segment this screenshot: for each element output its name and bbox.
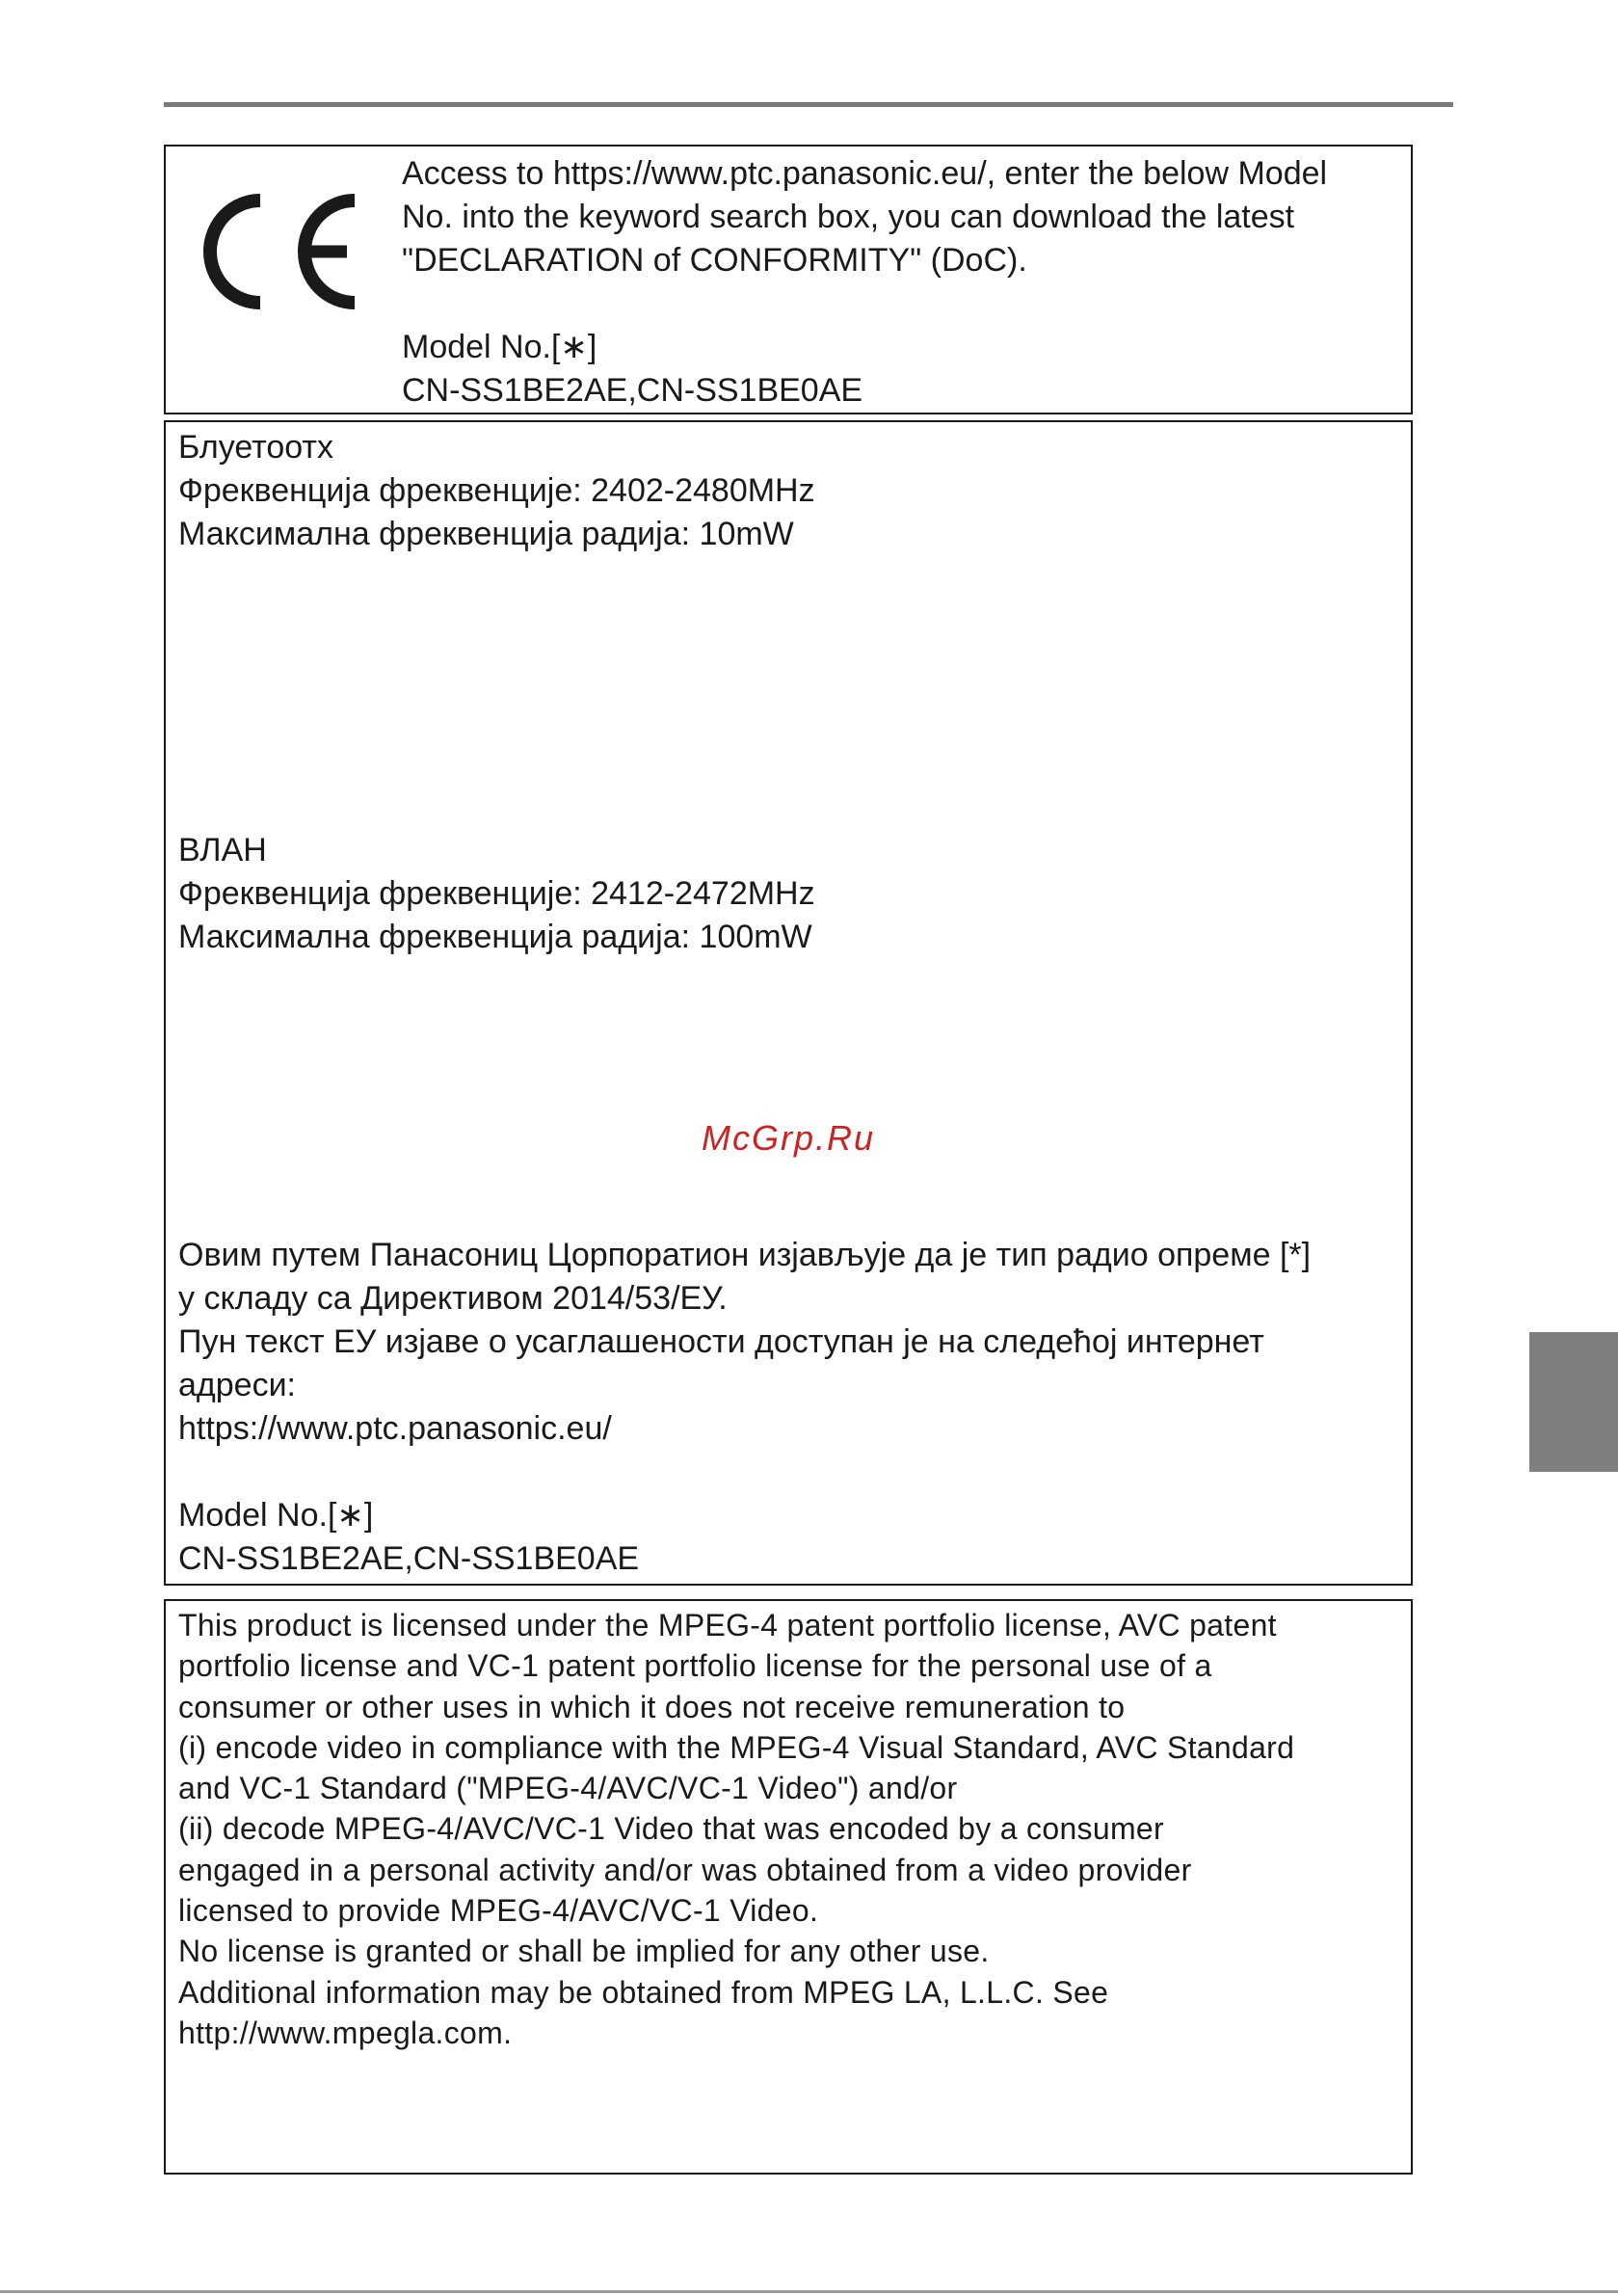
license-line: and VC-1 Standard ("MPEG-4/AVC/VC-1 Video") and/or <box>178 1771 958 1806</box>
declaration-line: у складу са Директивом 2014/53/ЕУ. <box>178 1280 728 1317</box>
license-line: licensed to provide MPEG-4/AVC/VC-1 Video. <box>178 1893 819 1929</box>
wlan-title: ВЛАН <box>178 832 267 868</box>
declaration-line: адреси: <box>178 1367 297 1403</box>
license-line: engaged in a personal activity and/or was obtained from a video provider <box>178 1852 1192 1887</box>
ce-line: Access to https://www.ptc.panasonic.eu/, enter the below Model <box>402 155 1328 192</box>
license-line: (ii) decode MPEG-4/AVC/VC-1 Video that was encoded by a consumer <box>178 1811 1164 1847</box>
ce-line: No. into the keyword search box, you can download the latest <box>402 199 1295 235</box>
bluetooth-section <box>178 426 815 556</box>
license-line: (i) encode video in compliance with the MPEG-4 Visual Standard, AVC Standard <box>178 1729 1295 1765</box>
model-label: Model No.[∗] <box>178 1497 374 1534</box>
wlan-section <box>178 829 815 959</box>
license-line: consumer or other uses in which it does not receive remuneration to <box>178 1689 1126 1724</box>
footer-rule <box>0 2290 1618 2293</box>
ce-line: "DECLARATION of CONFORMITY" (DoC). <box>402 242 1027 279</box>
license-box <box>164 1599 1413 2175</box>
watermark: McGrp.Ru <box>701 1118 876 1158</box>
license-line: Additional information may be obtained from MPEG LA, L.L.C. See <box>178 1974 1109 2010</box>
section-tab <box>1529 1332 1618 1472</box>
model-label: Model No.[∗] <box>402 329 597 365</box>
bluetooth-power: Максимална фреквенција радија: 10mW <box>178 516 794 552</box>
model-numbers: CN-SS1BE2AE,CN-SS1BE0AE <box>178 1540 640 1577</box>
header-rule <box>164 102 1453 107</box>
model-numbers: CN-SS1BE2AE,CN-SS1BE0AE <box>402 372 863 409</box>
license-line: This product is licensed under the MPEG-4 patent portfolio license, AVC patent <box>178 1608 1277 1642</box>
declaration-section <box>178 1234 1311 1581</box>
declaration-line: Овим путем Панасониц Цорпоратион изјављује да је тип радио опреме [*] <box>178 1237 1312 1273</box>
radio-info-box <box>164 420 1413 1586</box>
ce-notice-text <box>402 152 1327 413</box>
license-url: http://www.mpegla.com. <box>178 2015 513 2050</box>
declaration-url: https://www.ptc.panasonic.eu/ <box>178 1410 612 1447</box>
ce-mark-icon <box>200 189 364 314</box>
license-line: No license is granted or shall be implied for any other use. <box>178 1934 990 1969</box>
license-text <box>178 1605 1294 2053</box>
license-line: portfolio license and VC-1 patent portfolio license for the personal use of a <box>178 1648 1212 1684</box>
wlan-power: Максимална фреквенција радија: 100mW <box>178 919 812 955</box>
bluetooth-title: Блуетоотх <box>178 429 334 466</box>
bluetooth-frequency: Фреквенција фреквенције: 2402-2480MHz <box>178 472 815 509</box>
declaration-line: Пун текст ЕУ изјаве о усаглашености доступан је на следећој интернет <box>178 1323 1264 1360</box>
wlan-frequency: Фреквенција фреквенције: 2412-2472MHz <box>178 875 815 912</box>
ce-notice-box <box>164 145 1413 414</box>
